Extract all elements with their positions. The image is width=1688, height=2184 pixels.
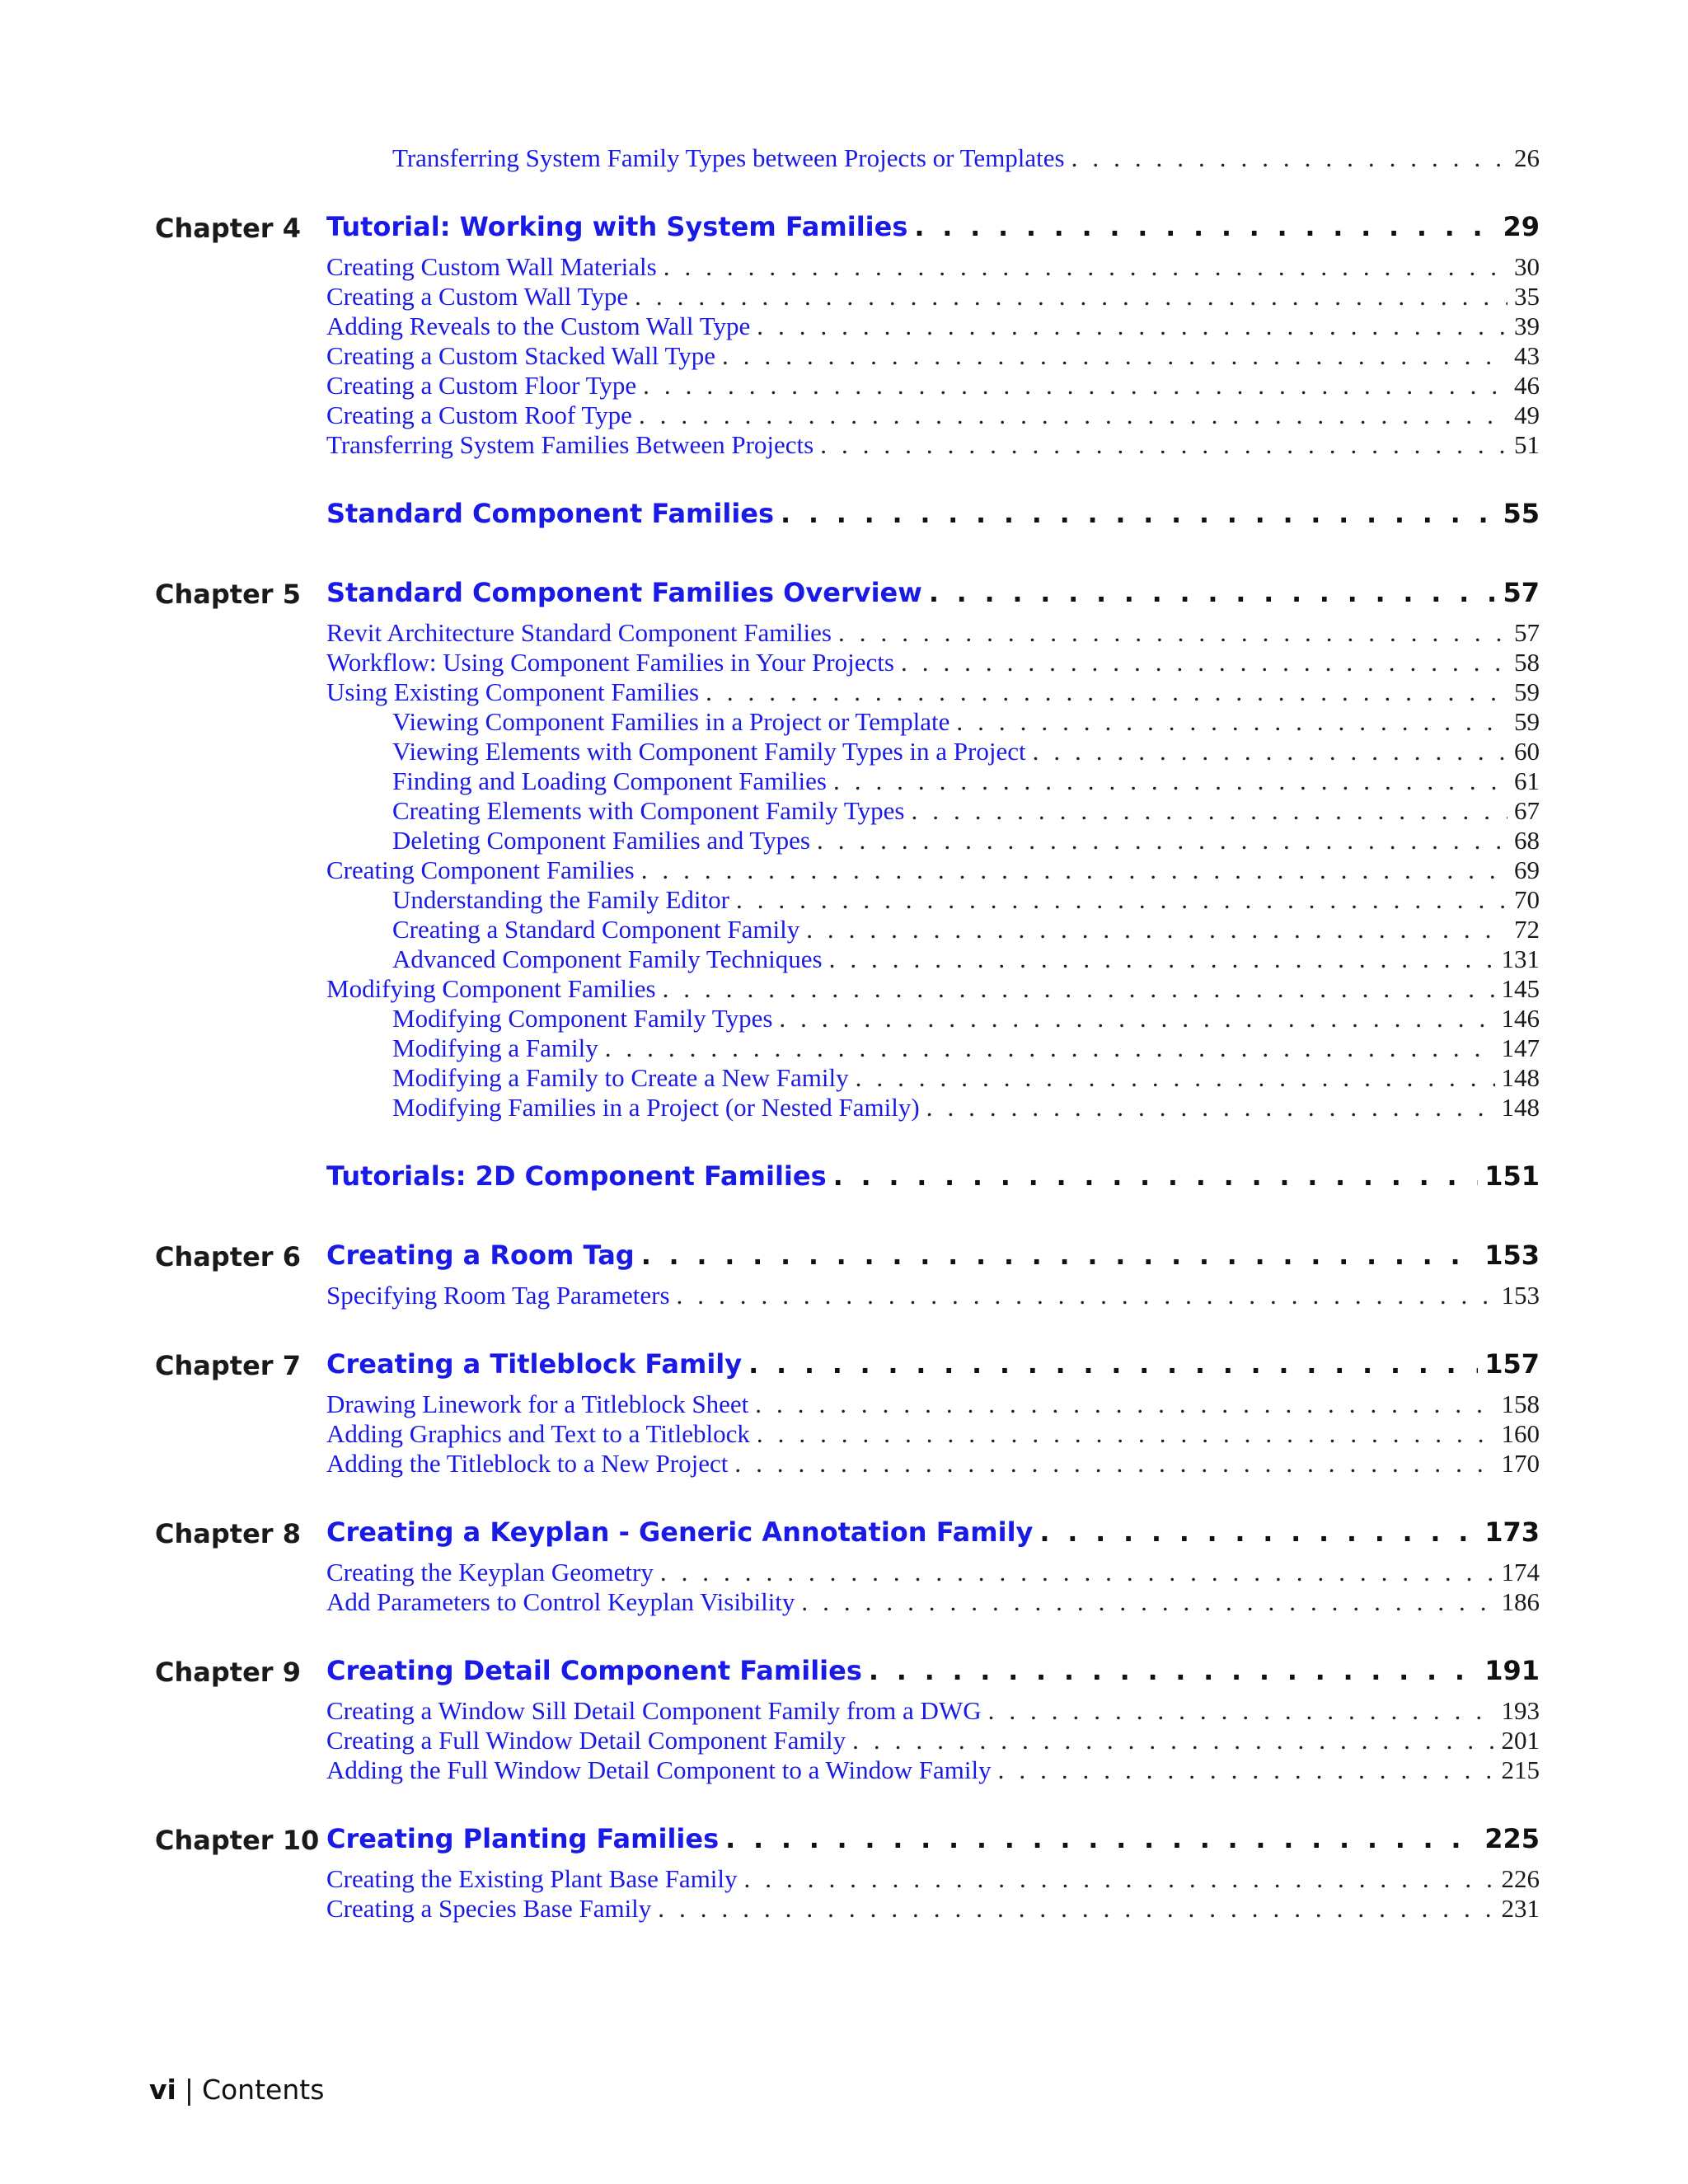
dot-leader [748, 1348, 1478, 1380]
dot-leader [660, 1558, 1495, 1587]
toc-subentry[interactable] [392, 1093, 1540, 1126]
toc-entry-title[interactable]: Viewing Component Families in a Project or Template [392, 707, 950, 736]
toc-entry-title[interactable]: Transferring System Families Between Projects [326, 430, 814, 459]
toc-entry[interactable] [326, 341, 1540, 374]
toc-entry-title[interactable]: Adding Graphics and Text to a Titleblock [326, 1419, 750, 1448]
page-number: 51 [1514, 430, 1540, 459]
part-heading-standard-component-families[interactable] [326, 498, 1540, 534]
toc-entry[interactable] [326, 974, 1540, 1007]
toc-subentry[interactable] [392, 944, 1540, 977]
page-number: 147 [1501, 1033, 1540, 1062]
toc-entry-title[interactable]: Creating a Species Base Family [326, 1894, 652, 1923]
toc-entry-title[interactable]: Adding the Full Window Detail Component to a Window Family [326, 1755, 992, 1784]
dot-leader [833, 766, 1507, 796]
page-number: 153 [1501, 1281, 1540, 1310]
chapter-title[interactable]: Tutorial: Working with System Families [326, 211, 908, 242]
toc-entry-title[interactable]: Finding and Loading Component Families [392, 766, 827, 795]
chapter-9-heading[interactable] [326, 1655, 1540, 1691]
chapter-8-label: Chapter 8 [155, 1518, 301, 1549]
dot-leader [852, 1726, 1494, 1755]
toc-entry[interactable] [326, 282, 1540, 315]
toc-subentry[interactable] [392, 796, 1540, 829]
toc-entry-title[interactable]: Workflow: Using Component Families in Your Projects [326, 648, 894, 677]
dot-leader [781, 498, 1496, 529]
dot-leader [1071, 143, 1507, 173]
toc-entry-title[interactable]: Modifying Component Family Types [392, 1004, 773, 1033]
dot-leader [914, 211, 1496, 242]
chapter-7-heading[interactable] [326, 1348, 1540, 1385]
toc-entry-title[interactable]: Transferring System Family Types between Projects or Templates [392, 143, 1065, 172]
chapter-10-label: Chapter 10 [155, 1825, 320, 1856]
toc-entry-title[interactable]: Creating a Standard Component Family [392, 915, 800, 944]
dot-leader [988, 1696, 1495, 1726]
toc-subentry[interactable] [392, 1033, 1540, 1066]
toc-subentry[interactable] [392, 1063, 1540, 1096]
dot-leader [635, 282, 1507, 312]
page-number: 153 [1484, 1240, 1540, 1271]
page-number: 174 [1501, 1558, 1540, 1586]
toc-entry-title[interactable]: Adding the Titleblock to a New Project [326, 1449, 729, 1478]
toc-entry[interactable] [326, 1894, 1540, 1927]
toc-entry[interactable] [326, 1390, 1540, 1422]
toc-entry-title[interactable]: Add Parameters to Control Keyplan Visibility [326, 1587, 795, 1616]
page-number: 157 [1484, 1348, 1540, 1380]
dot-leader [779, 1004, 1494, 1033]
page-number: 173 [1484, 1516, 1540, 1548]
toc-entry-title[interactable]: Revit Architecture Standard Component Families [326, 618, 832, 647]
dot-leader [838, 618, 1507, 648]
toc-entry-title[interactable]: Creating a Window Sill Detail Component Family from a DWG [326, 1696, 982, 1725]
page-number: 193 [1501, 1696, 1540, 1725]
toc-entry-title[interactable]: Drawing Linework for a Titleblock Sheet [326, 1390, 749, 1418]
chapter-8-heading[interactable] [326, 1516, 1540, 1553]
page-number: 59 [1514, 707, 1540, 736]
dot-leader [926, 1093, 1495, 1122]
toc-entry[interactable] [326, 1755, 1540, 1788]
page-number: 30 [1514, 252, 1540, 281]
toc-entry-title[interactable]: Creating a Full Window Detail Component Family [326, 1726, 846, 1755]
chapter-title[interactable]: Creating a Titleblock Family [326, 1348, 743, 1380]
page-number: 49 [1514, 401, 1540, 429]
page-number: 72 [1514, 915, 1540, 944]
page-number: 68 [1514, 826, 1540, 855]
toc-entry-title[interactable]: Viewing Elements with Component Family Types in a Project [392, 737, 1026, 766]
dot-leader [641, 1240, 1479, 1271]
toc-entry[interactable] [326, 401, 1540, 434]
dot-leader [734, 1449, 1494, 1479]
chapter-6-label: Chapter 6 [155, 1241, 301, 1272]
toc-subentry[interactable] [392, 885, 1540, 918]
page-number: 148 [1501, 1093, 1540, 1122]
dot-leader [929, 577, 1497, 608]
chapter-4-label: Chapter 4 [155, 213, 301, 244]
dot-leader [641, 855, 1507, 885]
dot-leader [757, 1419, 1495, 1449]
toc-entry[interactable] [326, 1449, 1540, 1482]
chapter-title[interactable]: Creating a Room Tag [326, 1240, 635, 1271]
page-footer [149, 2074, 324, 2106]
page-number: 226 [1501, 1864, 1540, 1893]
page-number: 26 [1514, 143, 1540, 172]
part-heading-2d-component-families[interactable] [326, 1160, 1540, 1197]
page-number: 46 [1514, 371, 1540, 400]
part-title[interactable]: Tutorials: 2D Component Families [326, 1160, 827, 1192]
toc-entry-title[interactable]: Creating a Custom Floor Type [326, 371, 637, 400]
toc-entry-title[interactable]: Understanding the Family Editor [392, 885, 729, 914]
toc-subentry[interactable] [392, 737, 1540, 770]
page-number: 231 [1501, 1894, 1540, 1923]
page-number: 43 [1514, 341, 1540, 370]
toc-entry-title[interactable]: Creating a Custom Wall Type [326, 282, 629, 311]
dot-leader [663, 252, 1507, 282]
page-number: 186 [1501, 1587, 1540, 1616]
page-number: 201 [1501, 1726, 1540, 1755]
page-number: 39 [1514, 312, 1540, 340]
page-number: 57 [1514, 618, 1540, 647]
chapter-5-label: Chapter 5 [155, 579, 301, 610]
toc-entry-title[interactable]: Advanced Component Family Techniques [392, 944, 823, 973]
chapter-5-heading[interactable] [326, 577, 1540, 613]
dot-leader [677, 1281, 1495, 1310]
toc-entry[interactable] [326, 1726, 1540, 1759]
toc-subentry[interactable] [392, 766, 1540, 799]
toc-entry-title[interactable]: Modifying a Family to Create a New Family [392, 1063, 849, 1092]
dot-leader [757, 312, 1507, 341]
part-title[interactable]: Standard Component Families [326, 498, 775, 529]
page-number: 170 [1501, 1449, 1540, 1478]
toc-entry-title[interactable]: Deleting Component Families and Types [392, 826, 810, 855]
toc-entry[interactable] [326, 855, 1540, 888]
dot-leader [817, 826, 1507, 855]
page-number: 35 [1514, 282, 1540, 311]
page-number: 57 [1503, 577, 1540, 608]
toc-entry-title[interactable]: Modifying a Family [392, 1033, 598, 1062]
toc-entry-title[interactable]: Modifying Families in a Project (or Nested Family) [392, 1093, 920, 1122]
toc-entry-title[interactable]: Creating the Existing Plant Base Family [326, 1864, 738, 1893]
page-number: 70 [1514, 885, 1540, 914]
page-number: 67 [1514, 796, 1540, 825]
page-number: 58 [1514, 648, 1540, 677]
dot-leader [829, 944, 1495, 974]
dot-leader [820, 430, 1507, 460]
dot-leader [856, 1063, 1495, 1093]
dot-leader [725, 1823, 1478, 1854]
page-number: 131 [1501, 944, 1540, 973]
toc-entry-title[interactable]: Creating Component Families [326, 855, 635, 884]
dot-leader [744, 1864, 1495, 1894]
page-number: 158 [1501, 1390, 1540, 1418]
chapter-title[interactable]: Creating a Keyplan - Generic Annotation Family [326, 1516, 1034, 1548]
chapter-title[interactable]: Standard Component Families Overview [326, 577, 922, 608]
page-number: 215 [1501, 1755, 1540, 1784]
toc-entry-title[interactable]: Modifying Component Families [326, 974, 656, 1003]
page-number: 29 [1503, 211, 1540, 242]
dot-leader [605, 1033, 1495, 1063]
dot-leader [806, 915, 1507, 944]
dot-leader [801, 1587, 1494, 1617]
page-number: 60 [1514, 737, 1540, 766]
toc-entry-title[interactable]: Creating a Custom Stacked Wall Type [326, 341, 716, 370]
footer-separator: | [184, 2074, 194, 2106]
toc-entry[interactable] [326, 677, 1540, 710]
page-number: 160 [1501, 1419, 1540, 1448]
toc-subentry[interactable] [392, 707, 1540, 740]
chapter-9-label: Chapter 9 [155, 1657, 301, 1688]
footer-section-label: Contents [201, 2074, 325, 2106]
toc-entry[interactable] [326, 648, 1540, 681]
dot-leader [998, 1755, 1495, 1785]
page-number: 191 [1484, 1655, 1540, 1686]
dot-leader [639, 401, 1507, 430]
toc-entry-title[interactable]: Adding Reveals to the Custom Wall Type [326, 312, 751, 340]
toc-entry[interactable] [326, 1587, 1540, 1620]
toc-entry[interactable] [326, 1864, 1540, 1897]
chapter-7-label: Chapter 7 [155, 1350, 301, 1381]
page-number: 55 [1503, 498, 1540, 529]
dot-leader [722, 341, 1507, 371]
chapter-6-heading[interactable] [326, 1240, 1540, 1276]
dot-leader [663, 974, 1495, 1004]
toc-entry[interactable] [326, 1281, 1540, 1314]
dot-leader [755, 1390, 1494, 1419]
dot-leader [658, 1894, 1494, 1924]
dot-leader [869, 1655, 1478, 1686]
chapter-4-heading[interactable] [326, 211, 1540, 247]
dot-leader [901, 648, 1507, 677]
toc-entry[interactable] [326, 252, 1540, 285]
toc-entry[interactable] [326, 1419, 1540, 1452]
chapter-title[interactable]: Creating Detail Component Families [326, 1655, 862, 1686]
dot-leader [833, 1160, 1479, 1192]
toc-entry[interactable] [326, 1558, 1540, 1591]
toc-entry[interactable] [326, 371, 1540, 404]
toc-entry-title[interactable]: Creating a Custom Roof Type [326, 401, 632, 429]
page-number: 225 [1484, 1823, 1540, 1854]
dot-leader [912, 796, 1508, 826]
dot-leader [706, 677, 1507, 707]
toc-entry[interactable] [326, 430, 1540, 463]
chapter-title[interactable]: Creating Planting Families [326, 1823, 720, 1854]
toc-subentry[interactable] [392, 1004, 1540, 1037]
page-number: 151 [1484, 1160, 1540, 1192]
page-number: 146 [1501, 1004, 1540, 1033]
page-number: 148 [1501, 1063, 1540, 1092]
toc-entry-title[interactable]: Creating Elements with Component Family Types [392, 796, 905, 825]
footer-page-number: vi [149, 2074, 176, 2106]
page-number: 145 [1501, 974, 1540, 1003]
dot-leader [956, 707, 1507, 737]
page-number: 59 [1514, 677, 1540, 706]
toc-entry-title[interactable]: Creating the Keyplan Geometry [326, 1558, 654, 1586]
toc-entry-title[interactable]: Creating Custom Wall Materials [326, 252, 657, 281]
dot-leader [643, 371, 1507, 401]
dot-leader [736, 885, 1507, 915]
page-number: 61 [1514, 766, 1540, 795]
dot-leader [1039, 1516, 1478, 1548]
toc-subentry[interactable] [392, 826, 1540, 859]
toc-entry[interactable] [326, 312, 1540, 344]
page-number: 69 [1514, 855, 1540, 884]
chapter-10-heading[interactable] [326, 1823, 1540, 1859]
toc-entry-title[interactable]: Specifying Room Tag Parameters [326, 1281, 670, 1310]
toc-entry[interactable] [326, 1696, 1540, 1729]
toc-entry[interactable] [326, 618, 1540, 651]
toc-subentry[interactable] [392, 915, 1540, 948]
toc-entry-title[interactable]: Using Existing Component Families [326, 677, 700, 706]
dot-leader [1033, 737, 1507, 766]
toc-entry-transferring-types[interactable] [392, 143, 1540, 176]
